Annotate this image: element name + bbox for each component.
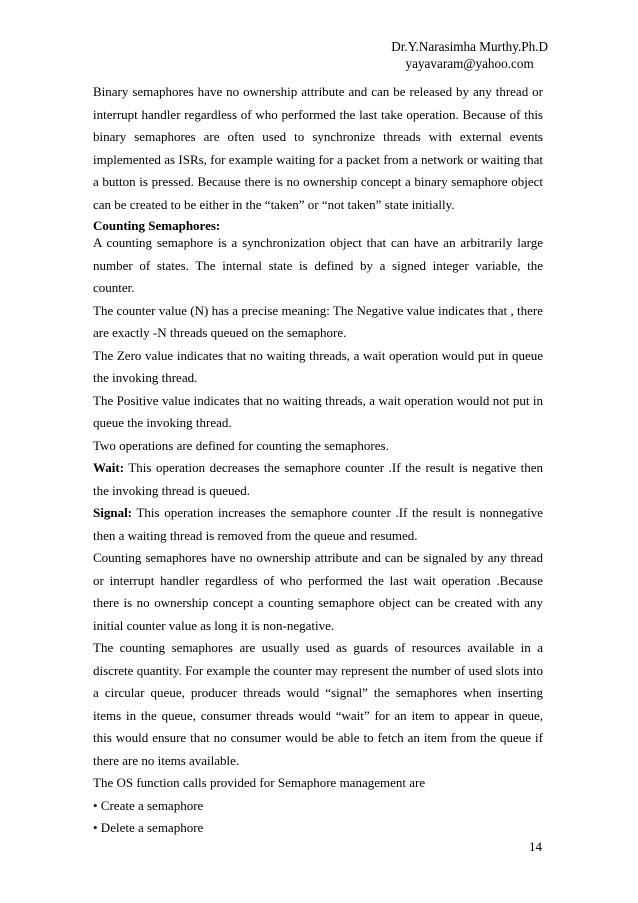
paragraph-counting-intro: A counting semaphore is a synchronization object that can have an arbitrarily large number of states. The internal state is defined by a signed integer variable, the counter. — [93, 235, 543, 295]
page-body — [93, 81, 543, 840]
header-email: yayavaram@yahoo.com — [405, 56, 534, 71]
paragraph-signal-operation — [93, 502, 543, 547]
signal-term: Signal: — [93, 505, 133, 520]
paragraph-os-function-calls: The OS function calls provided for Semaphore management are — [93, 775, 426, 790]
wait-term: Wait: — [93, 460, 125, 475]
paragraph-resource-guards: The counting semaphores are usually used as guards of resources available in a discrete quantity. For example the counter may represent the number of used slots into a circular queue, producer threads would “signal” the semaphores when inserting items in the queue, consumer threads would “wait” for an item to appear in queue, this would ensure that no consumer would be able to fetch an item from the queue if there are no items available. — [93, 640, 543, 768]
list-item-delete-semaphore: • Delete a semaphore — [93, 820, 204, 835]
paragraph-counter-meaning: The counter value (N) has a precise meaning: The Negative value indicates that , there are exactly -N threads queued on the semaphore. — [93, 302, 543, 340]
paragraph-binary-semaphores: Binary semaphores have no ownership attribute and can be released by any thread or interrupt handler regardless of who performed the last take operation. Because of this binary semaphores are often used to synchronize threads with external events implemented as ISRs, for example waiting for a packet from a network or waiting that a button is pressed. Because there is no ownership concept a binary semaphore object can be created to be either in the “taken” or “not taken” state initially. — [93, 84, 543, 212]
paragraph-zero-value: The Zero value indicates that no waiting threads, a wait operation would put in queue the invoking thread. — [93, 347, 543, 385]
header-author: Dr.Y.Narasimha Murthy.Ph.D — [391, 39, 548, 54]
page-header — [391, 38, 548, 72]
signal-description: This operation increases the semaphore counter .If the result is nonnegative then a waiting thread is removed from the queue and resumed. — [93, 505, 543, 543]
list-item-create-semaphore: • Create a semaphore — [93, 797, 204, 813]
paragraph-wait-operation — [93, 457, 543, 502]
page-number: 14 — [529, 839, 542, 854]
wait-description: This operation decreases the semaphore counter .If the result is negative then the invoking thread is queued. — [93, 460, 543, 498]
paragraph-positive-value: The Positive value indicates that no waiting threads, a wait operation would not put in queue the invoking thread. — [93, 392, 543, 430]
paragraph-two-operations: Two operations are defined for counting the semaphores. — [93, 437, 389, 453]
section-heading-counting-semaphores: Counting Semaphores: — [93, 218, 221, 233]
paragraph-counting-ownership: Counting semaphores have no ownership attribute and can be signaled by any thread or interrupt handler regardless of who performed the last wait operation .Because there is no ownership concept a counting semaphore object can be created with any initial counter value as long it is non-negative. — [93, 550, 543, 633]
